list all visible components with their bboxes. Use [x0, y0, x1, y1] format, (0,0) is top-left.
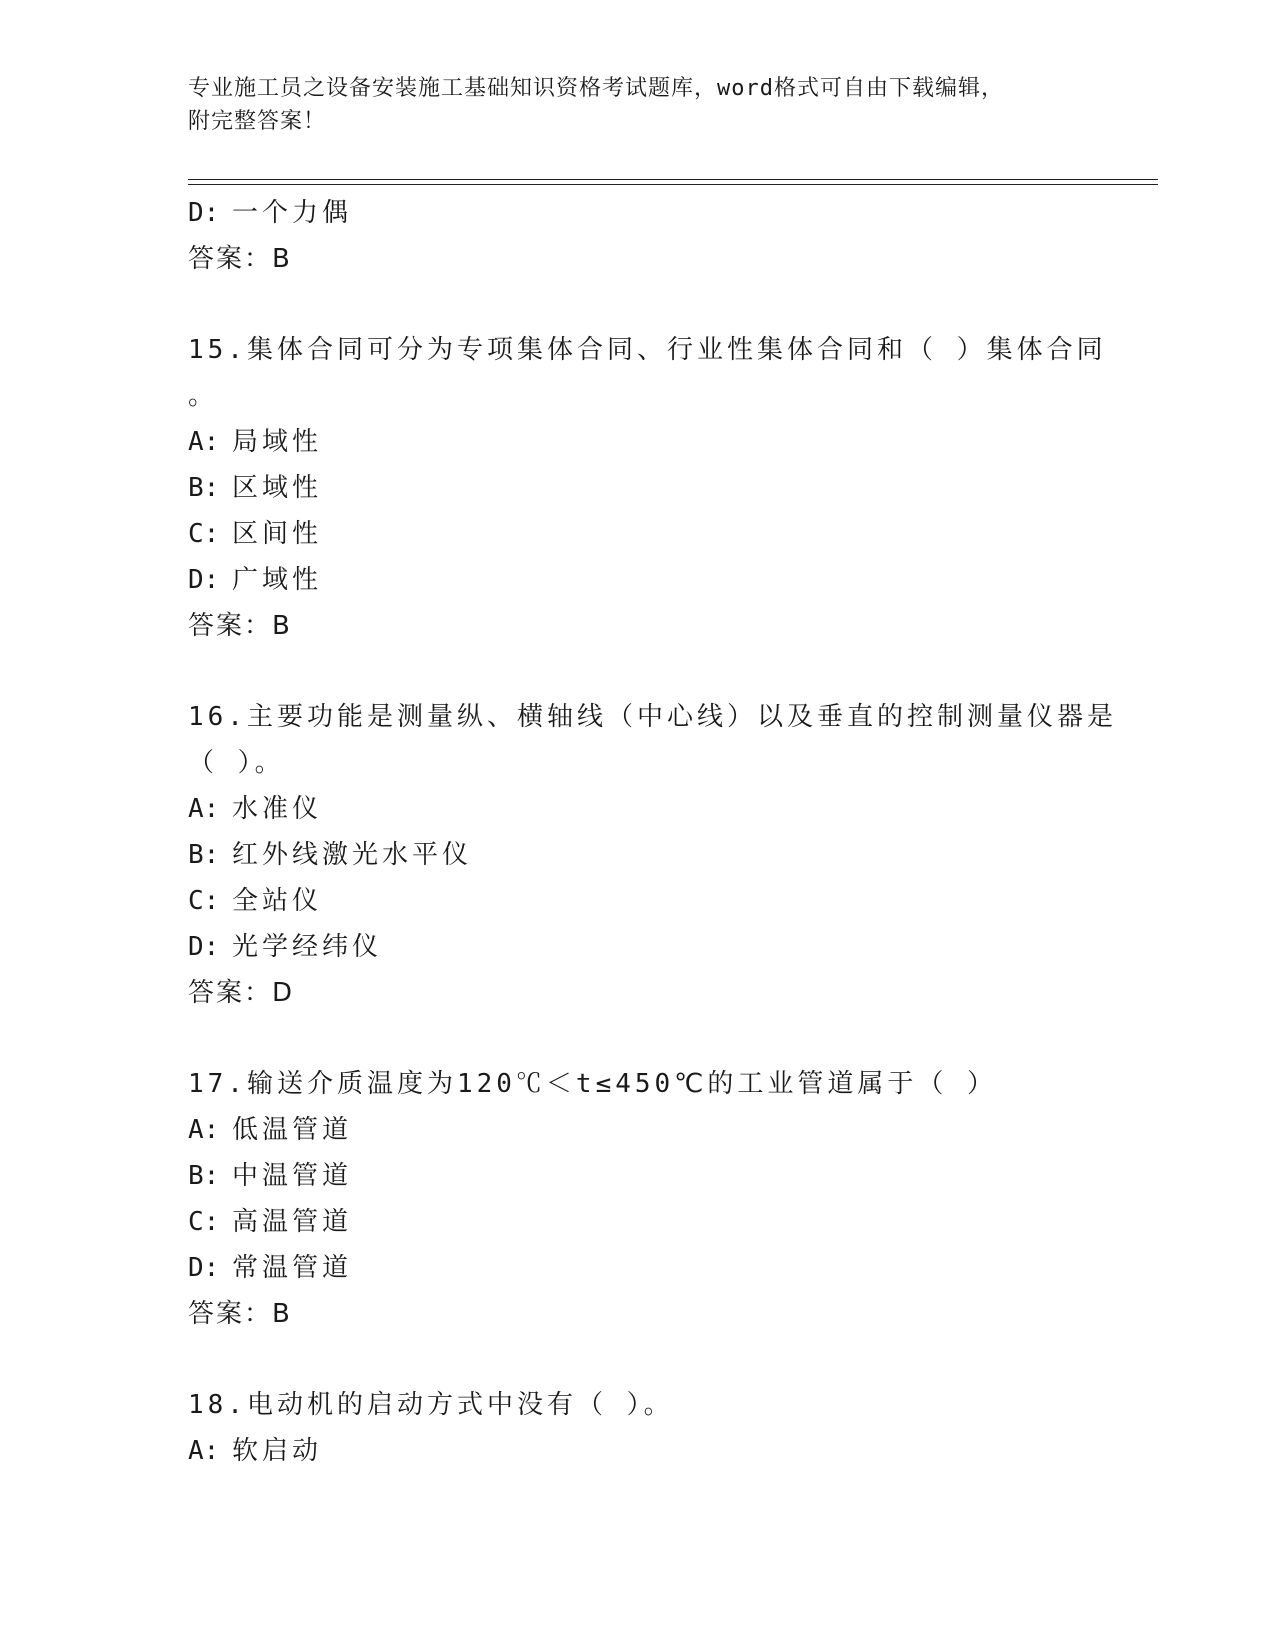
option-text: 高温管道: [232, 1207, 353, 1237]
option-key: B:: [188, 840, 220, 870]
option-a: [188, 1107, 1088, 1153]
question-stem: 17.输送介质温度为120℃＜t≤450℃的工业管道属于（ ）: [188, 1069, 998, 1099]
spacer: [188, 1337, 1088, 1382]
option-key: D:: [188, 932, 220, 962]
spacer: [188, 282, 1088, 327]
option-a: [188, 1428, 1088, 1474]
option-text: 区域性: [232, 473, 323, 503]
option-text: 软启动: [232, 1436, 323, 1466]
question-stem-continued: （ ）。: [188, 748, 285, 778]
answer-line: 答案：D: [188, 978, 295, 1008]
header-line-1: 专业施工员之设备安装施工基础知识资格考试题库，word格式可自由下载编辑，: [188, 76, 1004, 101]
option-b: [188, 465, 1088, 511]
header-line-2: 附完整答案！: [188, 109, 327, 134]
header-divider-top: [188, 179, 1158, 180]
answer-line: 答案：B: [188, 611, 292, 641]
option-b: [188, 832, 1088, 878]
option-key: D:: [188, 198, 220, 228]
spacer: [188, 1016, 1088, 1061]
option-a: [188, 419, 1088, 465]
option-key: A:: [188, 1115, 220, 1145]
option-text: 广域性: [232, 565, 323, 595]
option-key: A:: [188, 794, 220, 824]
option-c: [188, 878, 1088, 924]
answer-line: 答案：B: [188, 244, 292, 274]
option-b: [188, 1153, 1088, 1199]
option-text: 局域性: [232, 427, 323, 457]
option-key: A:: [188, 1436, 220, 1466]
option-d: [188, 1245, 1088, 1291]
spacer: [188, 649, 1088, 694]
option-key: B:: [188, 473, 220, 503]
option-a: [188, 786, 1088, 832]
question-16: [188, 694, 1117, 1016]
question-stem: 18.电动机的启动方式中没有（ ）。: [188, 1390, 674, 1420]
option-key: C:: [188, 886, 220, 916]
option-d: [188, 190, 1088, 236]
question-17: [188, 1061, 1088, 1337]
option-text: 中温管道: [232, 1161, 353, 1191]
option-key: C:: [188, 1207, 220, 1237]
option-c: [188, 1199, 1088, 1245]
question-stem: 16.主要功能是测量纵、横轴线（中心线）以及垂直的控制测量仪器是: [188, 702, 1117, 732]
option-d: [188, 924, 1088, 970]
option-c: [188, 511, 1088, 557]
option-text: 光学经纬仪: [232, 932, 383, 962]
question-stem: 15.集体合同可分为专项集体合同、行业性集体合同和（ ）集体合同: [188, 335, 1107, 365]
option-text: 一个力偶: [232, 198, 353, 228]
option-text: 常温管道: [232, 1253, 353, 1283]
option-key: A:: [188, 427, 220, 457]
option-key: B:: [188, 1161, 220, 1191]
option-text: 全站仪: [232, 886, 323, 916]
option-key: D:: [188, 565, 220, 595]
option-text: 红外线激光水平仪: [232, 840, 473, 870]
question-stem-continued: 。: [188, 381, 219, 411]
option-key: D:: [188, 1253, 220, 1283]
header-divider-bottom: [188, 184, 1158, 185]
option-text: 区间性: [232, 519, 323, 549]
question-list: [188, 190, 1117, 1474]
option-d: [188, 557, 1088, 603]
question-15: [188, 327, 1107, 649]
question-18: [188, 1382, 1088, 1474]
option-text: 水准仪: [232, 794, 323, 824]
option-key: C:: [188, 519, 220, 549]
option-text: 低温管道: [232, 1115, 353, 1145]
document-header: [188, 72, 1068, 138]
answer-line: 答案：B: [188, 1299, 292, 1329]
